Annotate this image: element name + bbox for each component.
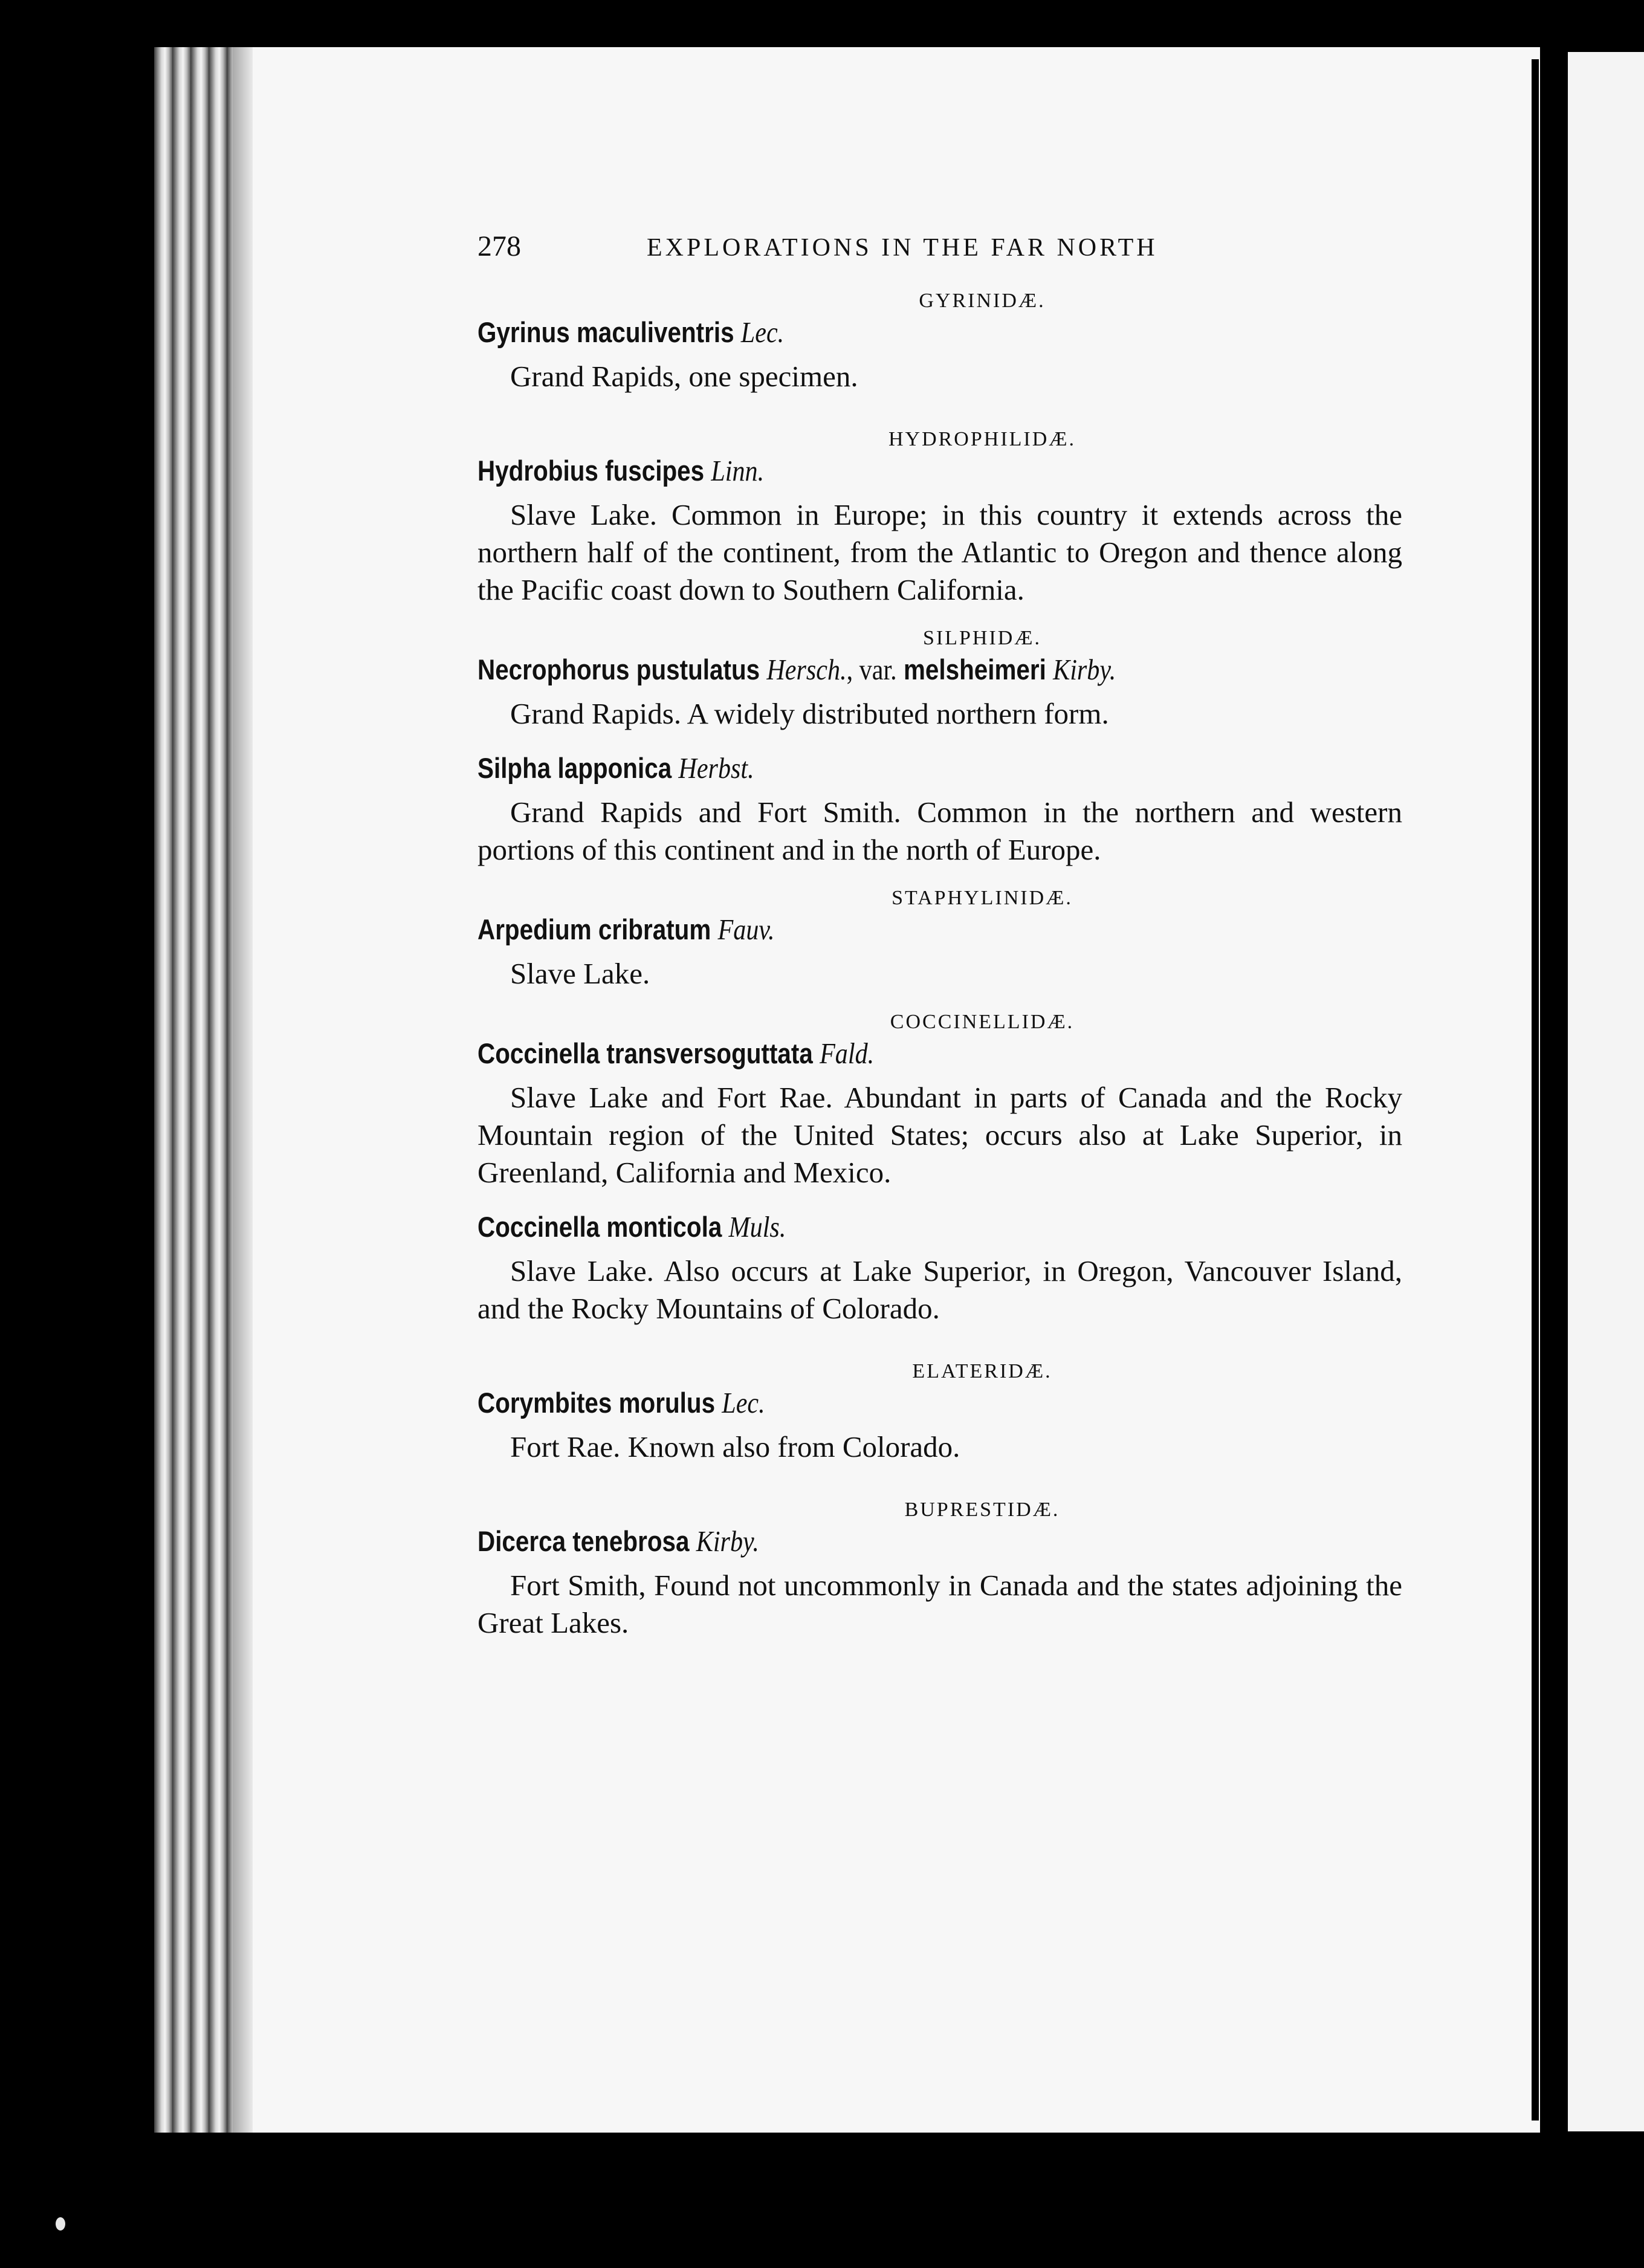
next-page-edge (1568, 52, 1644, 2131)
variety-marker: , var. (846, 653, 897, 686)
family-heading: ELATERIDÆ. (912, 1360, 1052, 1382)
species-description: Slave Lake. Also occurs at Lake Superior, in Oregon, Vancouver Island, and the Rocky Mountains of Colorado. (477, 1254, 1402, 1325)
family-heading: SILPHIDÆ. (922, 627, 1042, 649)
species-name (477, 912, 1273, 947)
species-binomial: Hydrobius fuscipes (477, 455, 705, 487)
species-name (477, 1036, 1273, 1071)
species-author: Kirby. (696, 1524, 759, 1558)
species-binomial: Gyrinus maculiventris (477, 316, 734, 348)
species-description: Grand Rapids. A widely distributed northern form. (510, 697, 1109, 730)
entry-coccinella-monticola (477, 1210, 1402, 1327)
species-description: Fort Rae. Known also from Colorado. (510, 1430, 960, 1463)
species-author: Muls. (728, 1210, 786, 1243)
page-content (477, 230, 1402, 1660)
scan-speck (56, 2217, 65, 2231)
entry-gyrinidae (477, 290, 1402, 395)
entry-coccinellidae (477, 1011, 1402, 1191)
variety-author: Kirby. (1053, 653, 1116, 686)
entry-staphylinidae (477, 887, 1402, 993)
family-heading: GYRINIDÆ. (919, 290, 1046, 312)
species-binomial: Dicerca tenebrosa (477, 1525, 690, 1557)
page-edges (154, 47, 257, 2133)
family-heading: STAPHYLINIDÆ. (892, 887, 1073, 909)
species-binomial: Coccinella monticola (477, 1211, 722, 1243)
variety-name: melsheimeri (903, 653, 1046, 685)
species-name (477, 453, 1273, 488)
species-description: Fort Smith, Found not uncommonly in Canada and the states adjoining the Great Lakes. (477, 1569, 1402, 1639)
family-heading: BUPRESTIDÆ. (904, 1498, 1060, 1521)
entry-hydrophilidae (477, 428, 1402, 609)
species-description: Slave Lake and Fort Rae. Abundant in parts of Canada and the Rocky Mountain region of the United States; occurs also at Lake Superior, in Greenland, California and Mexico. (477, 1081, 1402, 1189)
species-author: Fauv. (717, 913, 775, 946)
family-heading: HYDROPHILIDÆ. (888, 428, 1076, 450)
species-author: Hersch. (766, 653, 847, 686)
species-name (477, 1524, 1273, 1558)
species-name (477, 315, 1273, 349)
species-author: Lec. (740, 316, 785, 349)
species-description: Slave Lake. Common in Europe; in this country it extends across the northern half of the continent, from the Atlantic to Oregon and thence along the Pacific coast down to Southern California. (477, 498, 1402, 606)
species-description: Slave Lake. (510, 957, 650, 990)
entry-silphidae (477, 627, 1402, 733)
page-number: 278 (477, 230, 521, 262)
species-binomial: Corymbites morulus (477, 1387, 716, 1419)
species-description: Grand Rapids, one specimen. (510, 360, 858, 393)
species-name (477, 1385, 1273, 1420)
species-author: Fald. (820, 1037, 875, 1070)
species-binomial: Necrophorus pustulatus (477, 653, 760, 685)
entry-buprestidae (477, 1498, 1402, 1642)
species-author: Linn. (711, 454, 765, 487)
entry-silpha (477, 751, 1402, 869)
species-binomial: Arpedium cribratum (477, 913, 711, 945)
species-name (477, 652, 1273, 687)
species-author: Herbst. (678, 751, 754, 785)
species-author: Lec. (722, 1386, 765, 1419)
family-heading: COCCINELLIDÆ. (890, 1011, 1075, 1033)
running-title: EXPLORATIONS IN THE FAR NORTH (647, 234, 1158, 262)
entry-elateridae (477, 1360, 1402, 1466)
species-binomial: Coccinella transversoguttata (477, 1037, 813, 1069)
species-description: Grand Rapids and Fort Smith. Common in the northern and western portions of this continent and in the north of Europe. (477, 795, 1402, 866)
species-name (477, 751, 1273, 785)
running-head (477, 230, 1402, 263)
species-name (477, 1210, 1273, 1244)
species-binomial: Silpha lapponica (477, 752, 672, 784)
